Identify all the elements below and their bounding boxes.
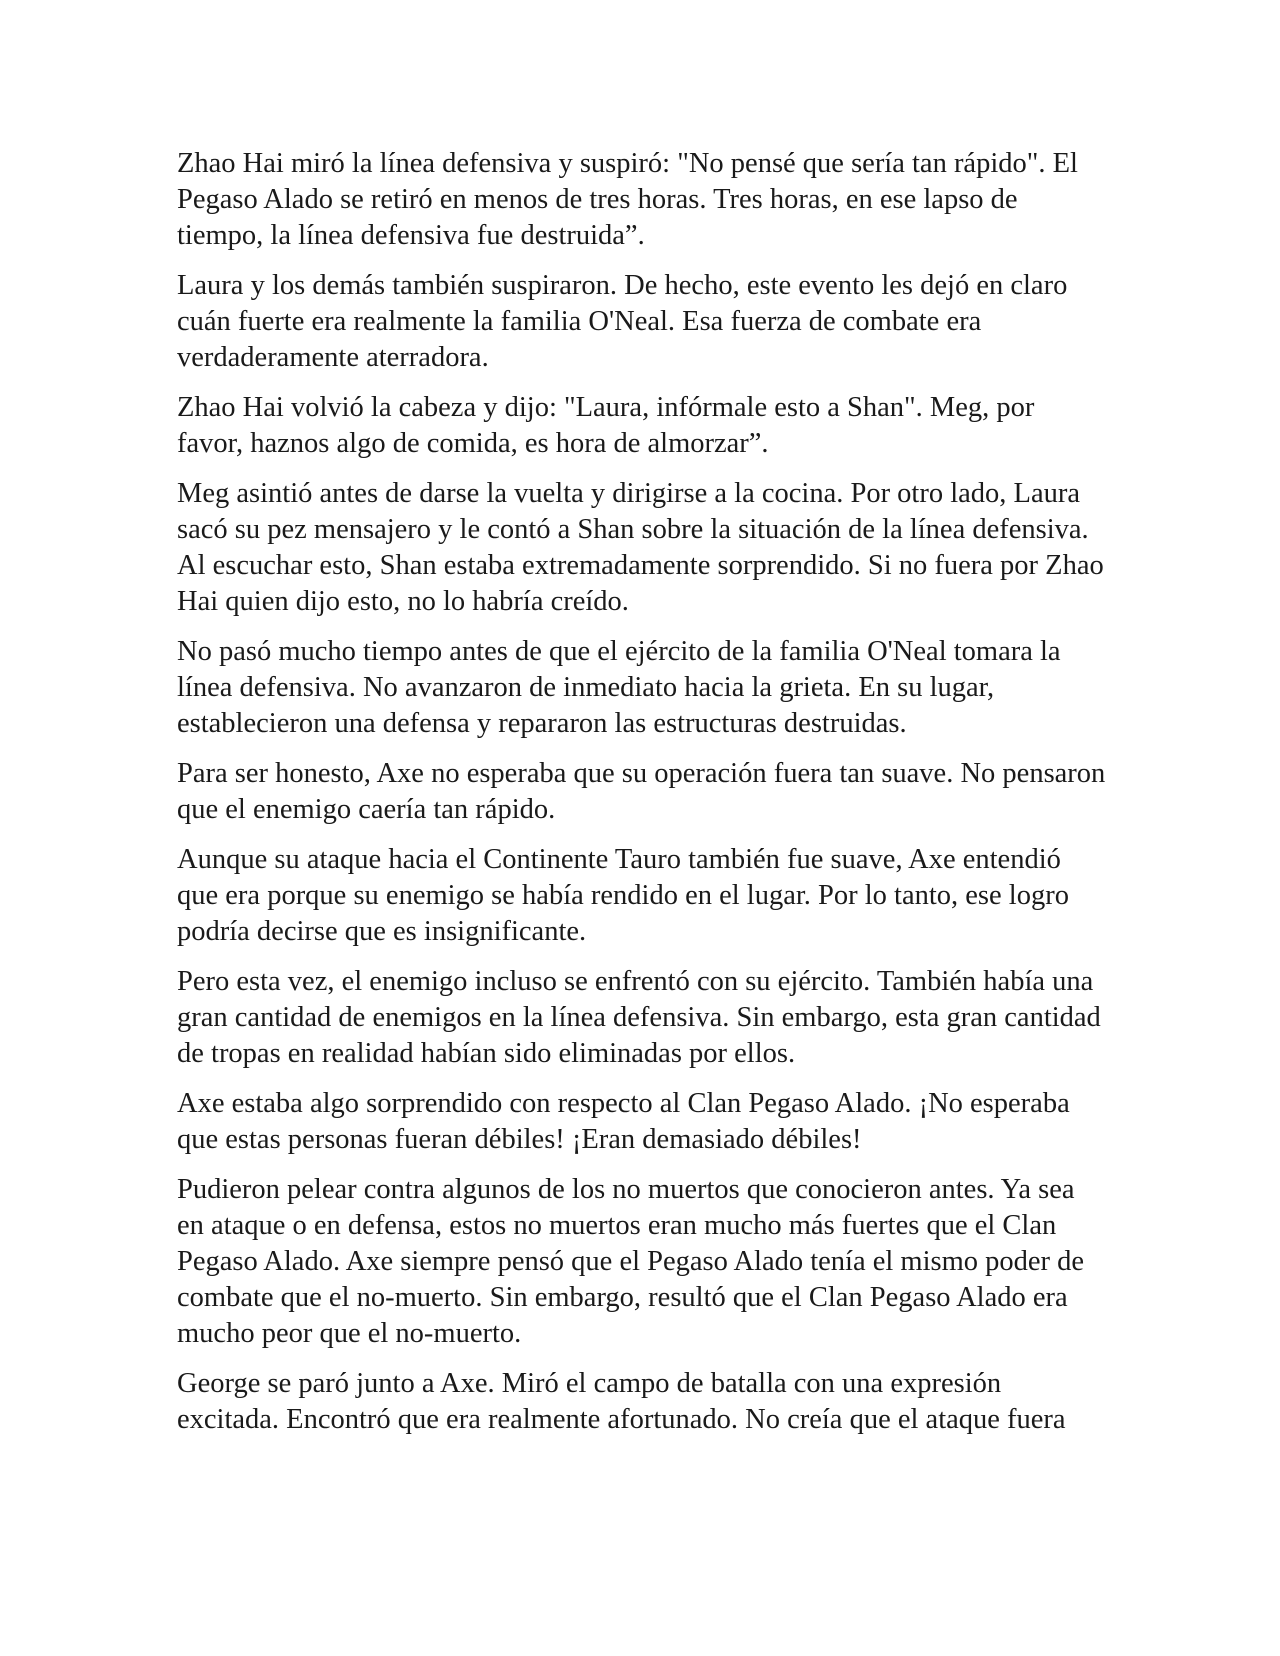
paragraph-7: Aunque su ataque hacia el Continente Tauro también fue suave, Axe entendió que era porque su enemigo se había rendido en el lugar. Por lo tanto, ese logro podría decirse que es insignificante. [177, 844, 1069, 947]
paragraph-10: Pudieron pelear contra algunos de los no muertos que conocieron antes. Ya sea en ataque o en defensa, estos no muertos eran mucho más fuertes que el Clan Pegaso Alado. Axe siempre pensó que el Pegaso Alado tenía el mismo poder de combate que el no-muerto. Sin embargo, resultó que el Clan Pegaso Alado era mucho peor que el no-muerto. [177, 1174, 1085, 1349]
paragraph-6: Para ser honesto, Axe no esperaba que su operación fuera tan suave. No pensaron que el enemigo caería tan rápido. [177, 758, 1106, 825]
paragraph-4: Meg asintió antes de darse la vuelta y dirigirse a la cocina. Por otro lado, Laura sacó su pez mensajero y le contó a Shan sobre la situación de la línea defensiva. Al escuchar esto, Shan estaba extremadamente sorprendido. Si no fuera por Zhao Hai quien dijo esto, no lo habría creído. [177, 478, 1104, 617]
paragraph-9: Axe estaba algo sorprendido con respecto al Clan Pegaso Alado. ¡No esperaba que estas personas fueran débiles! ¡Eran demasiado débiles! [177, 1088, 1070, 1155]
paragraph-2: Laura y los demás también suspiraron. De hecho, este evento les dejó en claro cuán fuerte era realmente la familia O'Neal. Esa fuerza de combate era verdaderamente aterradora. [177, 270, 1068, 373]
document-body [177, 146, 1107, 1452]
paragraph-11: George se paró junto a Axe. Miró el campo de batalla con una expresión excitada. Encontró que era realmente afortunado. No creía que el ataque fuera [177, 1368, 1066, 1435]
paragraph-8: Pero esta vez, el enemigo incluso se enfrentó con su ejército. También había una gran cantidad de enemigos en la línea defensiva. Sin embargo, esta gran cantidad de tropas en realidad habían sido eliminadas por ellos. [177, 966, 1101, 1069]
paragraph-1: Zhao Hai miró la línea defensiva y suspiró: "No pensé que sería tan rápido". El Pegaso Alado se retiró en menos de tres horas. Tres horas, en ese lapso de tiempo, la línea defensiva fue destruida”. [177, 148, 1078, 251]
paragraph-5: No pasó mucho tiempo antes de que el ejército de la familia O'Neal tomara la línea defensiva. No avanzaron de inmediato hacia la grieta. En su lugar, establecieron una defensa y repararon las estructuras destruidas. [177, 636, 1061, 739]
paragraph-3: Zhao Hai volvió la cabeza y dijo: "Laura, infórmale esto a Shan". Meg, por favor, haznos algo de comida, es hora de almorzar”. [177, 392, 1035, 459]
